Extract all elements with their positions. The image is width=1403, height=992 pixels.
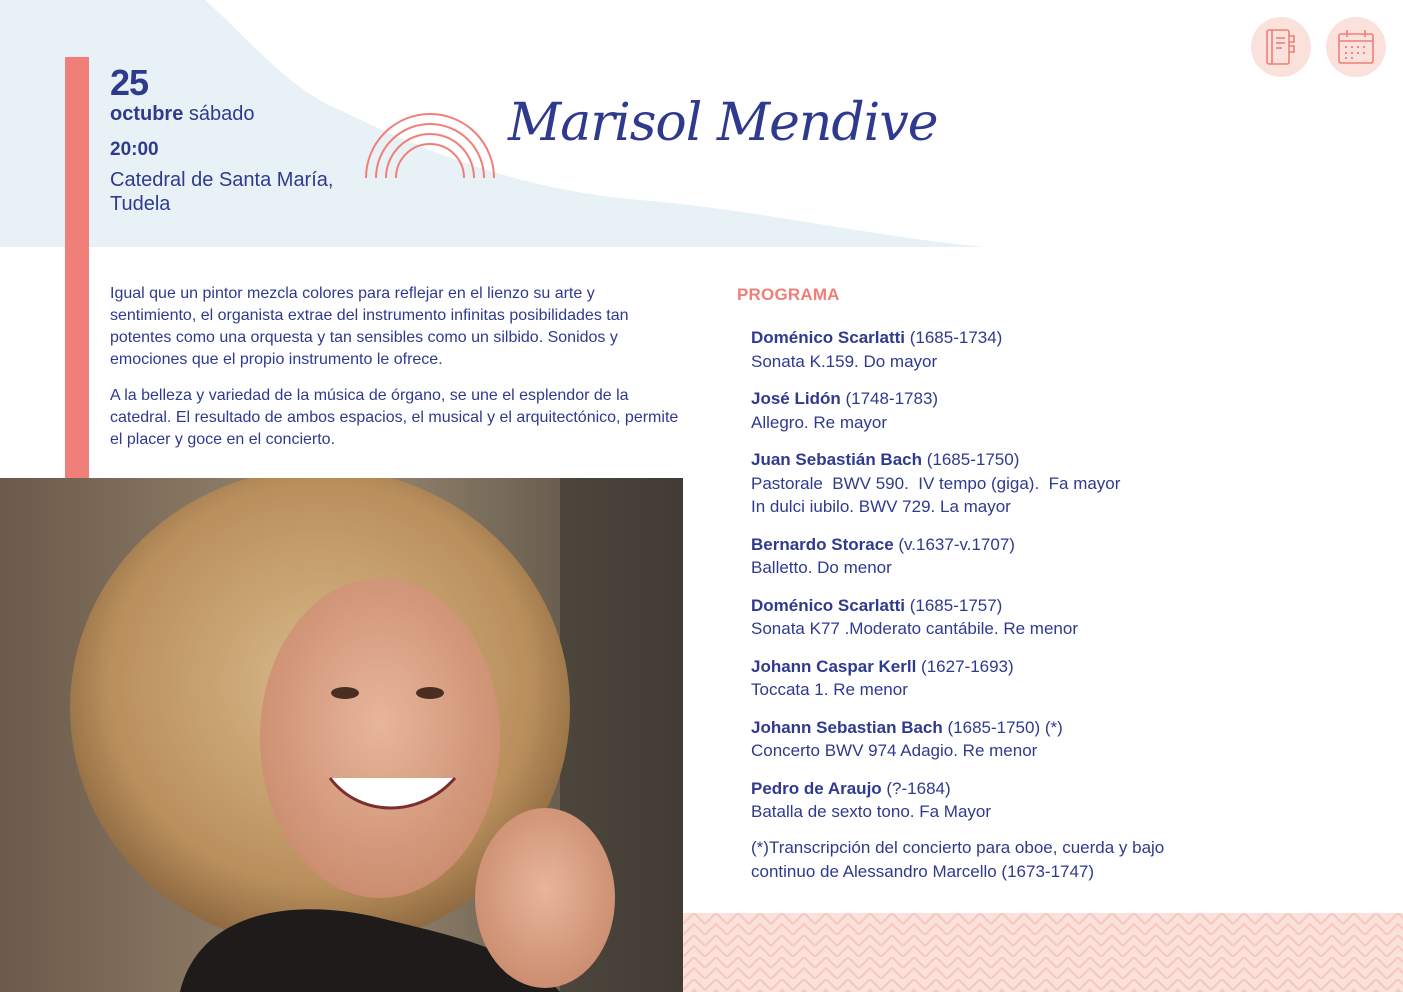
calendar-button[interactable] bbox=[1326, 17, 1386, 77]
programa-item-heading bbox=[751, 533, 1181, 557]
composer-name: Pedro de Araujo bbox=[751, 778, 882, 798]
programa-item-heading bbox=[751, 716, 1181, 740]
programa-item bbox=[751, 448, 1181, 519]
composer-name: Doménico Scarlatti bbox=[751, 595, 905, 615]
booklet-button[interactable] bbox=[1251, 17, 1311, 77]
composer-dates: (1685-1757) bbox=[905, 595, 1003, 615]
programa-item bbox=[751, 655, 1181, 702]
performer-name: Marisol Mendive bbox=[508, 93, 938, 153]
work-title: In dulci iubilo. BWV 729. La mayor bbox=[751, 497, 1011, 516]
work-title: Batalla de sexto tono. Fa Mayor bbox=[751, 802, 992, 821]
performer-photo bbox=[0, 478, 683, 992]
work-title: Balletto. Do menor bbox=[751, 558, 892, 577]
programa-item bbox=[751, 716, 1181, 763]
work-title: Allegro. Re mayor bbox=[751, 412, 888, 432]
booklet-icon bbox=[1264, 28, 1298, 66]
programa-item bbox=[751, 533, 1181, 580]
composer-name: Johann Caspar Kerll bbox=[751, 656, 917, 676]
programa-item-heading bbox=[751, 655, 1181, 679]
programa-item-heading bbox=[751, 594, 1181, 618]
event-info bbox=[110, 64, 370, 216]
event-description bbox=[110, 283, 685, 465]
composer-name: Doménico Scarlatti bbox=[751, 328, 905, 347]
decorative-pattern bbox=[683, 913, 1403, 992]
composer-dates: (1685-1750) bbox=[922, 450, 1020, 469]
event-date-line bbox=[110, 102, 370, 126]
composer-dates: (?-1684) bbox=[881, 778, 951, 798]
composer-dates: (1748-1783) bbox=[840, 389, 939, 408]
composer-name: Bernardo Storace bbox=[751, 534, 894, 554]
programa-item-heading bbox=[751, 387, 1181, 411]
work-title: Sonata K.159. Do mayor bbox=[751, 351, 938, 371]
composer-name: Johann Sebastian Bach bbox=[751, 717, 943, 737]
calendar-icon bbox=[1336, 28, 1376, 66]
composer-dates: (v.1637-v.1707) bbox=[893, 534, 1015, 554]
work-title: Toccata 1. Re menor bbox=[751, 680, 908, 699]
event-month: octubre bbox=[110, 103, 184, 125]
event-time: 20:00 bbox=[110, 139, 159, 160]
programa-item bbox=[751, 387, 1181, 434]
description-paragraph-2: A la belleza y variedad de la música de órgano, se une el esplendor de la catedral. El resultado de ambos espacios, el musical y el arquitectónico, permite el placer y goce en el concierto. bbox=[110, 387, 679, 448]
composer-dates: (1627-1693) bbox=[916, 656, 1014, 676]
programa-item bbox=[751, 326, 1181, 373]
work-title: Sonata K77 .Moderato cantábile. Re menor bbox=[751, 619, 1078, 638]
description-paragraph-1: Igual que un pintor mezcla colores para reflejar en el lienzo su arte y sentimiento, el organista extrae del instrumento infinitas posibilidades tan potentes como una orquesta y tan sensibles como un silbido. Sonidos y emociones que el propio instrumento le ofrece. bbox=[110, 285, 629, 368]
work-title: Pastorale BWV 590. IV tempo (giga). Fa mayor bbox=[751, 473, 1121, 493]
top-actions bbox=[1251, 17, 1386, 77]
composer-dates: (1685-1734) bbox=[905, 328, 1003, 347]
programa-item-heading bbox=[751, 326, 1181, 350]
event-weekday: sábado bbox=[188, 103, 255, 125]
composer-name: Juan Sebastián Bach bbox=[751, 450, 923, 469]
programa-note: (*)Transcripción del concierto para oboe, cuerda y bajo continuo de Alessandro Marcello (1673-1747) bbox=[751, 838, 1165, 881]
event-venue: Catedral de Santa María, Tudela bbox=[110, 169, 334, 215]
programa-item bbox=[751, 594, 1181, 641]
programa-title: PROGRAMA bbox=[737, 285, 840, 304]
composer-name: José Lidón bbox=[751, 389, 841, 408]
programa-item bbox=[751, 777, 1181, 824]
event-day: 25 bbox=[110, 62, 149, 103]
programa-item-heading bbox=[751, 448, 1181, 472]
programa-list bbox=[751, 326, 1181, 838]
programa-item-heading bbox=[751, 777, 1181, 801]
rainbow-icon bbox=[362, 110, 498, 180]
work-title: Concerto BWV 974 Adagio. Re menor bbox=[751, 741, 1038, 760]
composer-dates: (1685-1750) (*) bbox=[942, 717, 1063, 737]
